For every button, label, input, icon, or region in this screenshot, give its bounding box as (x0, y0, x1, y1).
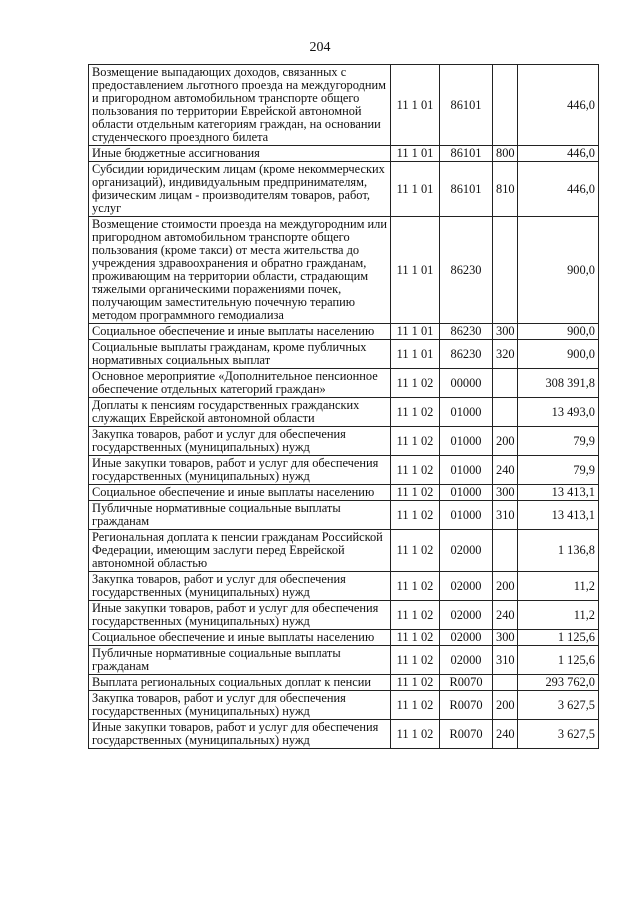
row-sum: 3 627,5 (518, 720, 599, 749)
row-sum: 900,0 (518, 340, 599, 369)
row-article-code: R0070 (440, 720, 493, 749)
row-sum: 13 413,1 (518, 501, 599, 530)
row-expense-kind: 300 (493, 324, 518, 340)
row-article-code: 01000 (440, 456, 493, 485)
table-row (89, 217, 599, 324)
row-sum: 13 413,1 (518, 485, 599, 501)
row-expense-kind: 240 (493, 601, 518, 630)
table-row (89, 162, 599, 217)
row-article-code: 01000 (440, 501, 493, 530)
table-row (89, 630, 599, 646)
row-expense-kind: 200 (493, 572, 518, 601)
row-expense-kind: 240 (493, 720, 518, 749)
row-sum: 1 125,6 (518, 630, 599, 646)
row-sum: 900,0 (518, 324, 599, 340)
row-expense-kind (493, 530, 518, 572)
table-row (89, 646, 599, 675)
row-article-code: 02000 (440, 630, 493, 646)
table-row (89, 572, 599, 601)
budget-table-body (89, 65, 599, 749)
table-row (89, 398, 599, 427)
row-name: Возмещение стоимости проезда на междугородним или пригородном автомобильном транспорте общего пользования (кроме такси) от места жительства до учреждения здравоохранения и обратно гражданам, проживающим на территории области, страдающим тяжелыми органическими поражениями почек, получающим заместительную почечную терапию методом программного гемодиализа (89, 217, 391, 324)
row-name: Социальное обеспечение и иные выплаты населению (89, 485, 391, 501)
row-sum: 308 391,8 (518, 369, 599, 398)
row-section-code: 11 1 02 (391, 691, 440, 720)
row-name: Закупка товаров, работ и услуг для обеспечения государственных (муниципальных) нужд (89, 427, 391, 456)
table-row (89, 720, 599, 749)
row-section-code: 11 1 01 (391, 65, 440, 146)
row-section-code: 11 1 02 (391, 601, 440, 630)
row-article-code: R0070 (440, 691, 493, 720)
row-article-code: 86230 (440, 217, 493, 324)
row-name: Иные закупки товаров, работ и услуг для обеспечения государственных (муниципальных) нужд (89, 601, 391, 630)
row-expense-kind: 240 (493, 456, 518, 485)
row-expense-kind (493, 217, 518, 324)
row-article-code: 00000 (440, 369, 493, 398)
row-name: Закупка товаров, работ и услуг для обеспечения государственных (муниципальных) нужд (89, 572, 391, 601)
row-section-code: 11 1 02 (391, 530, 440, 572)
row-expense-kind: 300 (493, 630, 518, 646)
row-sum: 1 125,6 (518, 646, 599, 675)
row-sum: 13 493,0 (518, 398, 599, 427)
row-article-code: 02000 (440, 572, 493, 601)
row-expense-kind: 300 (493, 485, 518, 501)
row-section-code: 11 1 02 (391, 485, 440, 501)
row-name: Региональная доплата к пенсии гражданам Российской Федерации, имеющим заслуги перед Еврейской автономной областью (89, 530, 391, 572)
row-expense-kind: 320 (493, 340, 518, 369)
row-section-code: 11 1 02 (391, 646, 440, 675)
row-article-code: 86101 (440, 146, 493, 162)
row-sum: 11,2 (518, 572, 599, 601)
row-expense-kind (493, 369, 518, 398)
row-name: Иные закупки товаров, работ и услуг для обеспечения государственных (муниципальных) нужд (89, 720, 391, 749)
row-expense-kind: 810 (493, 162, 518, 217)
table-row (89, 146, 599, 162)
row-name: Социальное обеспечение и иные выплаты населению (89, 630, 391, 646)
table-row (89, 485, 599, 501)
table-row (89, 691, 599, 720)
row-name: Субсидии юридическим лицам (кроме некоммерческих организаций), индивидуальным предпринимателям, физическим лицам - производителям товаров, работ, услуг (89, 162, 391, 217)
row-sum: 11,2 (518, 601, 599, 630)
row-article-code: 86101 (440, 65, 493, 146)
row-expense-kind: 310 (493, 501, 518, 530)
row-section-code: 11 1 01 (391, 340, 440, 369)
row-article-code: 01000 (440, 427, 493, 456)
row-expense-kind (493, 398, 518, 427)
row-section-code: 11 1 02 (391, 398, 440, 427)
row-section-code: 11 1 02 (391, 501, 440, 530)
row-sum: 900,0 (518, 217, 599, 324)
row-sum: 79,9 (518, 427, 599, 456)
row-name: Публичные нормативные социальные выплаты гражданам (89, 646, 391, 675)
table-row (89, 501, 599, 530)
table-row (89, 65, 599, 146)
row-sum: 446,0 (518, 65, 599, 146)
row-expense-kind (493, 675, 518, 691)
row-section-code: 11 1 02 (391, 456, 440, 485)
row-sum: 446,0 (518, 162, 599, 217)
row-article-code: 01000 (440, 398, 493, 427)
row-name: Доплаты к пенсиям государственных гражданских служащих Еврейской автономной области (89, 398, 391, 427)
table-row (89, 340, 599, 369)
table-row (89, 530, 599, 572)
row-sum: 3 627,5 (518, 691, 599, 720)
row-name: Публичные нормативные социальные выплаты гражданам (89, 501, 391, 530)
row-article-code: 01000 (440, 485, 493, 501)
row-expense-kind: 200 (493, 691, 518, 720)
row-section-code: 11 1 02 (391, 427, 440, 456)
row-name: Социальное обеспечение и иные выплаты населению (89, 324, 391, 340)
row-section-code: 11 1 02 (391, 630, 440, 646)
row-expense-kind: 310 (493, 646, 518, 675)
row-section-code: 11 1 01 (391, 162, 440, 217)
table-row (89, 675, 599, 691)
row-article-code: 02000 (440, 601, 493, 630)
row-section-code: 11 1 02 (391, 572, 440, 601)
row-name: Основное мероприятие «Дополнительное пенсионное обеспечение отдельных категорий граждан» (89, 369, 391, 398)
row-article-code: R0070 (440, 675, 493, 691)
row-section-code: 11 1 01 (391, 146, 440, 162)
row-name: Иные бюджетные ассигнования (89, 146, 391, 162)
table-row (89, 601, 599, 630)
row-name: Возмещение выпадающих доходов, связанных с предоставлением льготного проезда на междугородним и пригородном автомобильном транспорте общего пользования по территории Еврейской автономной области отдельным категориям граждан, на основании студенческого проездного билета (89, 65, 391, 146)
row-article-code: 86230 (440, 340, 493, 369)
table-row (89, 456, 599, 485)
table-row (89, 369, 599, 398)
row-section-code: 11 1 02 (391, 720, 440, 749)
row-expense-kind: 800 (493, 146, 518, 162)
row-name: Иные закупки товаров, работ и услуг для обеспечения государственных (муниципальных) нужд (89, 456, 391, 485)
row-name: Выплата региональных социальных доплат к пенсии (89, 675, 391, 691)
row-section-code: 11 1 02 (391, 369, 440, 398)
row-article-code: 86230 (440, 324, 493, 340)
row-section-code: 11 1 01 (391, 324, 440, 340)
row-section-code: 11 1 01 (391, 217, 440, 324)
row-expense-kind: 200 (493, 427, 518, 456)
page-number: 204 (309, 40, 331, 55)
row-article-code: 86101 (440, 162, 493, 217)
table-row (89, 427, 599, 456)
row-sum: 79,9 (518, 456, 599, 485)
row-article-code: 02000 (440, 530, 493, 572)
row-name: Закупка товаров, работ и услуг для обеспечения государственных (муниципальных) нужд (89, 691, 391, 720)
budget-table (88, 64, 599, 749)
row-article-code: 02000 (440, 646, 493, 675)
row-sum: 446,0 (518, 146, 599, 162)
row-section-code: 11 1 02 (391, 675, 440, 691)
row-sum: 1 136,8 (518, 530, 599, 572)
table-row (89, 324, 599, 340)
row-expense-kind (493, 65, 518, 146)
row-sum: 293 762,0 (518, 675, 599, 691)
row-name: Социальные выплаты гражданам, кроме публичных нормативных социальных выплат (89, 340, 391, 369)
